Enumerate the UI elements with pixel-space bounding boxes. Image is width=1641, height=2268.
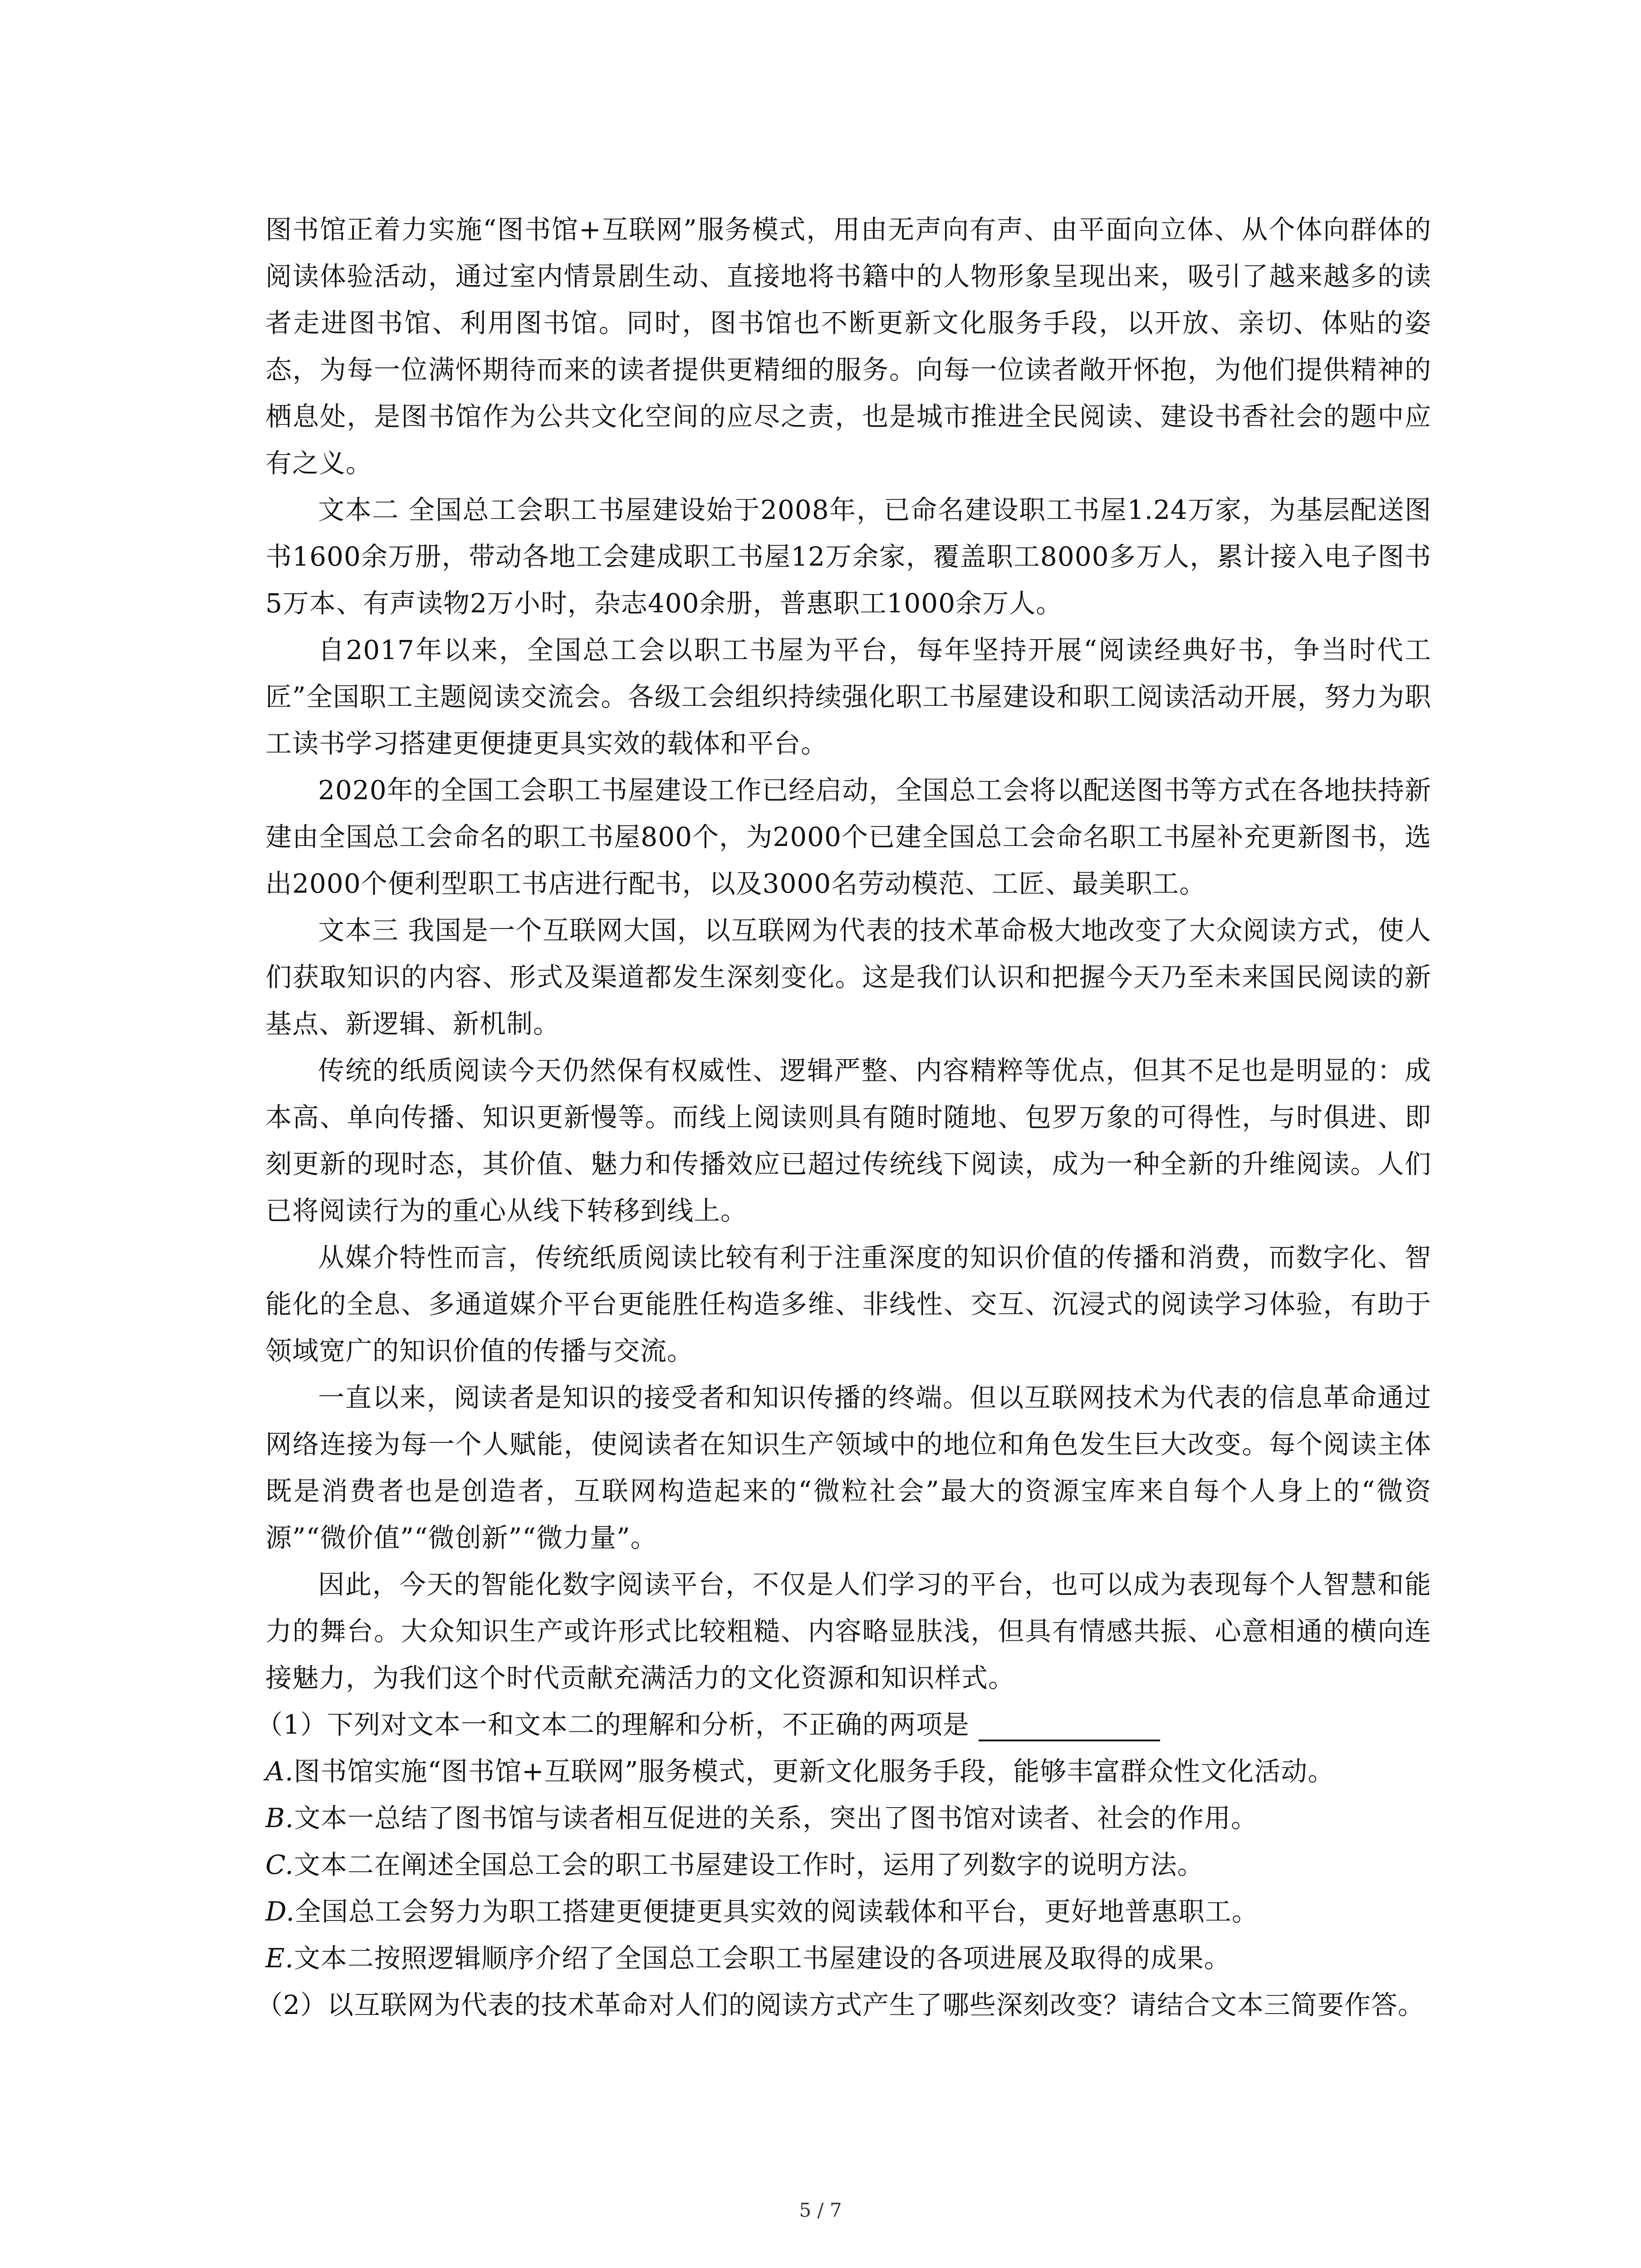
- option-a-letter: A.: [265, 1756, 294, 1787]
- option-a-text: 图书馆实施“图书馆+互联网”服务模式，更新文化服务手段，能够丰富群众性文化活动。: [294, 1756, 1335, 1787]
- option-e-text: 文本二按照逻辑顺序介绍了全国总工会职工书屋建设的各项进展及取得的成果。: [294, 1943, 1231, 1974]
- paragraph-text1-continued: 图书馆正着力实施“图书馆+互联网”服务模式，用由无声向有声、由平面向立体、从个体向群体的阅读体验活动，通过室内情景剧生动、直接地将书籍中的人物形象呈现出来，吸引了越来越多的读者走进图书馆、利用图书馆。同时，图书馆也不断更新文化服务手段，以开放、亲切、体贴的姿态，为每一位满怀期待而来的读者提供更精细的服务。向每一位读者敞开怀抱，为他们提供精神的栖息处，是图书馆作为公共文化空间的应尽之责，也是城市推进全民阅读、建设书香社会的题中应有之义。: [265, 214, 1431, 479]
- paragraph-text2-2020: 2020年的全国工会职工书屋建设工作已经启动，全国总工会将以配送图书等方式在各地扶持新建由全国总工会命名的职工书屋800个，为2000个已建全国总工会命名职工书屋补充更新图书，选出2000个便利型职工书店进行配书，以及3000名劳动模范、工匠、最美职工。: [265, 775, 1431, 899]
- option-c-letter: C.: [265, 1849, 294, 1880]
- option-b: [265, 1795, 1431, 1842]
- paragraph-text3-paper-reading: 传统的纸质阅读今天仍然保有权威性、逻辑严整、内容精粹等优点，但其不足也是明显的：成本高、单向传播、知识更新慢等。而线上阅读则具有随时随地、包罗万象的可得性，与时俱进、即刻更新的现时态，其价值、魅力和传播效应已超过传统线下阅读，成为一种全新的升维阅读。人们已将阅读行为的重心从线下转移到线上。: [265, 1055, 1431, 1226]
- paragraph-text3-intro: 文本三 我国是一个互联网大国，以互联网为代表的技术革命极大地改变了大众阅读方式，使人们获取知识的内容、形式及渠道都发生深刻变化。这是我们认识和把握今天乃至未来国民阅读的新基点、新逻辑、新机制。: [265, 915, 1431, 1039]
- paragraph-text3-media: 从媒介特性而言，传统纸质阅读比较有利于注重深度的知识价值的传播和消费，而数字化、智能化的全息、多通道媒介平台更能胜任构造多维、非线性、交互、沉浸式的阅读学习体验，有助于领域宽广的知识价值的传播与交流。: [265, 1242, 1431, 1366]
- option-b-letter: B.: [265, 1803, 294, 1833]
- paragraph-text3-reader-role: 一直以来，阅读者是知识的接受者和知识传播的终端。但以互联网技术为代表的信息革命通过网络连接为每一个人赋能，使阅读者在知识生产领域中的地位和角色发生巨大改变。每个阅读主体既是消费者也是创造者，互联网构造起来的“微粒社会”最大的资源宝库来自每个人身上的“微资源”“微价值”“微创新”“微力量”。: [265, 1382, 1431, 1553]
- option-d-letter: D.: [265, 1896, 295, 1927]
- question-2-prompt: （2）以互联网为代表的技术革命对人们的阅读方式产生了哪些深刻改变？请结合文本三简要作答。: [256, 1989, 1425, 2020]
- question-1-text: （1）下列对文本一和文本二的理解和分析，不正确的两项是: [256, 1709, 970, 1740]
- option-d-text: 全国总工会努力为职工搭建更便捷更具实效的阅读载体和平台，更好地普惠职工。: [294, 1896, 1259, 1927]
- option-b-text: 文本一总结了图书馆与读者相互促进的关系，突出了图书馆对读者、社会的作用。: [294, 1803, 1258, 1833]
- page-number: 5 / 7: [799, 2199, 842, 2221]
- document-body: [256, 206, 1431, 2028]
- option-d: [265, 1888, 1431, 1935]
- question-1-prompt: [256, 1701, 1431, 1748]
- option-e: [265, 1935, 1431, 1982]
- option-a: [265, 1748, 1431, 1795]
- option-c-text: 文本二在阐述全国总工会的职工书屋建设工作时，运用了列数字的说明方法。: [294, 1849, 1204, 1880]
- answer-blank[interactable]: [979, 1712, 1160, 1741]
- paragraph-text3-conclusion: 因此，今天的智能化数字阅读平台，不仅是人们学习的平台，也可以成为表现每个人智慧和能力的舞台。大众知识生产或许形式比较粗糙、内容略显肤浅，但具有情感共振、心意相通的横向连接魅力，为我们这个时代贡献充满活力的文化资源和知识样式。: [265, 1569, 1431, 1693]
- option-c: [265, 1842, 1431, 1888]
- paragraph-text2-intro: 文本二 全国总工会职工书屋建设始于2008年，已命名建设职工书屋1.24万家，为基层配送图书1600余万册，带动各地工会建成职工书屋12万余家，覆盖职工8000多万人，累计接入电子图书5万本、有声读物2万小时，杂志400余册，普惠职工1000余万人。: [265, 494, 1431, 619]
- option-e-letter: E.: [265, 1943, 294, 1974]
- paragraph-text2-2017: 自2017年以来，全国总工会以职工书屋为平台，每年坚持开展“阅读经典好书，争当时代工匠”全国职工主题阅读交流会。各级工会组织持续强化职工书屋建设和职工阅读活动开展，努力为职工读书学习搭建更便捷更具实效的载体和平台。: [265, 635, 1431, 759]
